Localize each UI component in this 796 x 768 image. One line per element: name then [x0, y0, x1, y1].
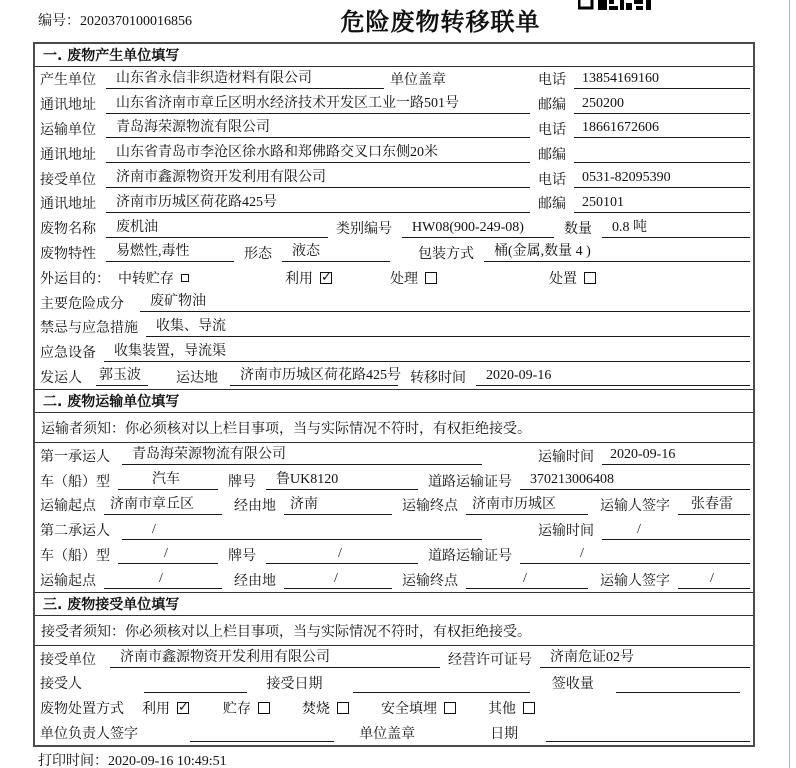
checkbox-icon [584, 272, 596, 284]
option-label: 利用 [142, 702, 170, 718]
receiving-date-label: 接受日期 [266, 677, 323, 693]
transport-time-group-2 [538, 520, 750, 540]
receiver-value: 济南市鑫源物资开发利用有限公司 [106, 169, 530, 188]
print-time [38, 750, 227, 768]
producer-zip-group [538, 94, 750, 114]
transport-time-value-2: / [602, 521, 750, 540]
receiving-unit-value: 济南市鑫源物资开发利用有限公司 [110, 649, 440, 668]
transporter-label: 运输单位 [40, 122, 96, 138]
origin-value: 济南市章丘区 [104, 496, 222, 515]
category-label: 类别编号 [336, 222, 392, 238]
destination-label: 运达地 [176, 370, 218, 386]
shipper-row [35, 365, 753, 390]
plate-label: 牌号 [228, 548, 256, 564]
producer-value: 山东省永信非织造材料有限公司 [106, 70, 384, 89]
transfer-time-value: 2020-09-16 [476, 367, 750, 386]
transporter-phone-group [538, 119, 750, 139]
endpoint-value-2: / [466, 570, 588, 589]
address-label: 通讯地址 [40, 98, 96, 114]
disposal-label: 废物处置方式 [40, 702, 124, 718]
option-label: 利用 [285, 271, 313, 287]
signed-amount-value [616, 674, 740, 693]
transporter-phone-value: 18661672606 [574, 119, 750, 138]
transporter-value: 青岛海荣源物流有限公司 [106, 119, 530, 138]
vehicle-row-1 [35, 468, 753, 493]
transporter-address-row [35, 141, 753, 166]
route-row-1 [35, 493, 753, 518]
address-label: 通讯地址 [40, 197, 96, 213]
option-label: 安全填埋 [381, 702, 437, 718]
qr-code-icon [578, 0, 656, 10]
checkbox-icon [337, 702, 349, 714]
zip-label: 邮编 [538, 147, 566, 163]
vehicle-row-2 [35, 543, 753, 568]
shipper-value: 郭玉波 [96, 367, 148, 386]
carrier-sign-value: 张春雷 [678, 496, 750, 515]
receiving-person-label: 接受人 [40, 677, 82, 693]
waste-name-row [35, 216, 753, 241]
via-label: 经由地 [234, 499, 276, 515]
transfer-time-label: 转移时间 [410, 370, 466, 386]
plate-label: 牌号 [228, 474, 256, 490]
purpose-option-utilize [285, 268, 332, 288]
route-row-2 [35, 567, 753, 592]
road-permit-value: 370213006408 [520, 471, 750, 490]
phone-label: 电话 [538, 122, 566, 138]
vehicle-type-value: 汽车 [118, 471, 218, 490]
date-value [546, 723, 750, 742]
transporter-notice: 运输者须知：你必须核对以上栏目事项，当与实际情况不符时，有权拒绝接受。 [35, 413, 753, 443]
carrier-sign-label: 运输人签字 [600, 499, 670, 515]
waste-traits-row [35, 241, 753, 266]
print-time-value: 2020-09-16 10:49:51 [108, 754, 227, 768]
option-label: 其他 [488, 702, 516, 718]
hazard-label: 主要危险成分 [40, 296, 124, 312]
receiving-date-value [353, 674, 530, 693]
section1-header: 一. 废物产生单位填写 [35, 44, 753, 67]
disposal-option-storage [223, 698, 270, 718]
second-carrier-row [35, 518, 753, 543]
checkbox-icon [523, 702, 535, 714]
producer-phone-group [538, 69, 750, 89]
transporter-zip-value [574, 144, 750, 163]
phone-label: 电话 [538, 172, 566, 188]
receiving-person-row [35, 671, 753, 696]
producer-address-value: 山东省济南市章丘区明水经济技术开发区工业一路501号 [106, 95, 530, 114]
packing-value: 桶(金属,数量 4 ) [484, 243, 750, 262]
purpose-row [35, 265, 753, 290]
transport-time-group [538, 446, 750, 466]
first-carrier-row [35, 443, 753, 468]
transporter-zip-group [538, 144, 750, 164]
checkbox-checked-icon [320, 272, 332, 284]
via-label: 经由地 [234, 573, 276, 589]
receiving-unit-label: 接受单位 [40, 652, 96, 668]
disposal-method-row [35, 696, 753, 721]
vehicle-type-label: 车（船）型 [40, 548, 110, 564]
receiver-label: 接受单位 [40, 172, 96, 188]
producer-row [35, 67, 753, 92]
disposal-option-utilize [142, 698, 189, 718]
hazard-value: 废矿物油 [140, 293, 750, 312]
purpose-option-transfer-storage [118, 268, 189, 288]
disposal-option-other [488, 698, 535, 718]
unit-seal-label: 单位盖章 [390, 73, 446, 89]
plate-value: 鲁UK8120 [266, 471, 418, 490]
transporter-row [35, 117, 753, 142]
first-carrier-label: 第一承运人 [40, 449, 110, 465]
zip-label: 邮编 [538, 98, 566, 114]
traits-label: 废物特性 [40, 246, 96, 262]
second-carrier-label: 第二承运人 [40, 524, 110, 540]
receiver-phone-value: 0531-82095390 [574, 169, 750, 188]
producer-phone-value: 13854169160 [574, 70, 750, 89]
receiver-address-row [35, 191, 753, 216]
serial-value: 2020370100016856 [80, 14, 192, 29]
via-value-2: / [284, 570, 392, 589]
road-permit-label: 道路运输证号 [428, 548, 512, 564]
receiver-address-value: 济南市历城区荷花路425号 [106, 194, 530, 213]
destination-value: 济南市历城区荷花路425号 [230, 367, 398, 386]
form-value: 液态 [282, 243, 390, 262]
section3-header: 三. 废物接受单位填写 [35, 592, 753, 616]
endpoint-label: 运输终点 [402, 573, 458, 589]
road-permit-label: 道路运输证号 [428, 474, 512, 490]
taboo-measures-row [35, 315, 753, 340]
emergency-equipment-row [35, 340, 753, 365]
vehicle-type-label: 车（船）型 [40, 474, 110, 490]
taboo-value: 收集、导流 [146, 318, 750, 337]
manifest-form-table [33, 42, 755, 747]
serial-label: 编号： [38, 14, 80, 29]
zip-label: 邮编 [538, 197, 566, 213]
taboo-label: 禁忌与应急措施 [40, 321, 138, 337]
purpose-option-treat [390, 268, 437, 288]
purpose-option-dispose [549, 268, 596, 288]
producer-label: 产生单位 [40, 73, 96, 89]
receiver-phone-group [538, 169, 750, 189]
second-carrier-value: / [122, 521, 482, 540]
origin-label: 运输起点 [40, 499, 96, 515]
unit-seal-label: 单位盖章 [359, 726, 416, 742]
category-value: HW08(900-249-08) [402, 219, 554, 238]
checkbox-icon [425, 272, 437, 284]
packing-label: 包装方式 [418, 246, 474, 262]
disposal-option-landfill [381, 698, 456, 718]
waste-name-label: 废物名称 [40, 222, 96, 238]
purpose-label: 外运目的： [40, 271, 110, 287]
carrier-sign-label: 运输人签字 [600, 573, 670, 589]
shipper-label: 发运人 [40, 370, 82, 386]
waste-name-value: 废机油 [106, 219, 328, 238]
transporter-address-value: 山东省青岛市李沧区徐水路和郑佛路交叉口东侧20米 [106, 144, 530, 163]
transport-time-label: 运输时间 [538, 449, 594, 465]
receiver-zip-group [538, 193, 750, 213]
transport-time-label: 运输时间 [538, 524, 594, 540]
license-label: 经营许可证号 [448, 652, 532, 668]
origin-label: 运输起点 [40, 573, 96, 589]
head-sign-label: 单位负责人签字 [40, 726, 138, 742]
road-permit-value-2: / [520, 545, 750, 564]
producer-address-row [35, 92, 753, 117]
equipment-value: 收集装置，导流渠 [104, 343, 750, 362]
option-label: 处理 [390, 271, 418, 287]
quantity-value: 0.8 吨 [602, 219, 750, 238]
endpoint-label: 运输终点 [402, 499, 458, 515]
quantity-label: 数量 [564, 222, 592, 238]
producer-zip-value: 250200 [574, 95, 750, 114]
option-label: 贮存 [223, 702, 251, 718]
hazard-component-row [35, 290, 753, 315]
option-label: 焚烧 [302, 702, 330, 718]
vehicle-type-value-2: / [118, 545, 218, 564]
receiving-person-value [144, 674, 247, 693]
head-sign-value [190, 723, 334, 742]
checkbox-icon [444, 702, 456, 714]
page-title: 危险废物转移联单 [340, 8, 541, 36]
checkbox-checked-icon [177, 702, 189, 714]
receiving-unit-row [35, 646, 753, 671]
option-label: 处置 [549, 271, 577, 287]
receiver-row [35, 166, 753, 191]
phone-label: 电话 [538, 73, 566, 89]
receiver-zip-value: 250101 [574, 194, 750, 213]
origin-value-2: / [104, 570, 222, 589]
page-edge-line [789, 0, 790, 768]
disposal-option-incinerate [302, 698, 349, 718]
section2-header: 二. 废物运输单位填写 [35, 389, 753, 413]
endpoint-value: 济南市历城区 [466, 496, 588, 515]
license-value: 济南危证02号 [540, 649, 750, 668]
traits-value: 易燃性,毒性 [106, 243, 234, 262]
signed-amount-label: 签收量 [551, 677, 594, 693]
head-signature-row [35, 721, 753, 746]
equipment-label: 应急设备 [40, 346, 96, 362]
via-value: 济南 [284, 496, 392, 515]
checkbox-icon [181, 274, 189, 282]
carrier-sign-value-2: / [678, 570, 750, 589]
first-carrier-value: 青岛海荣源物流有限公司 [122, 446, 482, 465]
plate-value-2: / [266, 545, 418, 564]
date-label: 日期 [490, 726, 519, 742]
print-time-label: 打印时间： [38, 754, 108, 768]
address-label: 通讯地址 [40, 147, 96, 163]
form-label: 形态 [244, 246, 272, 262]
receiver-notice: 接受者须知：你必须核对以上栏目事项，当与实际情况不符时，有权拒绝接受。 [35, 616, 753, 646]
checkbox-icon [258, 702, 270, 714]
option-label: 中转贮存 [118, 271, 174, 287]
transport-time-value: 2020-09-16 [602, 446, 750, 465]
